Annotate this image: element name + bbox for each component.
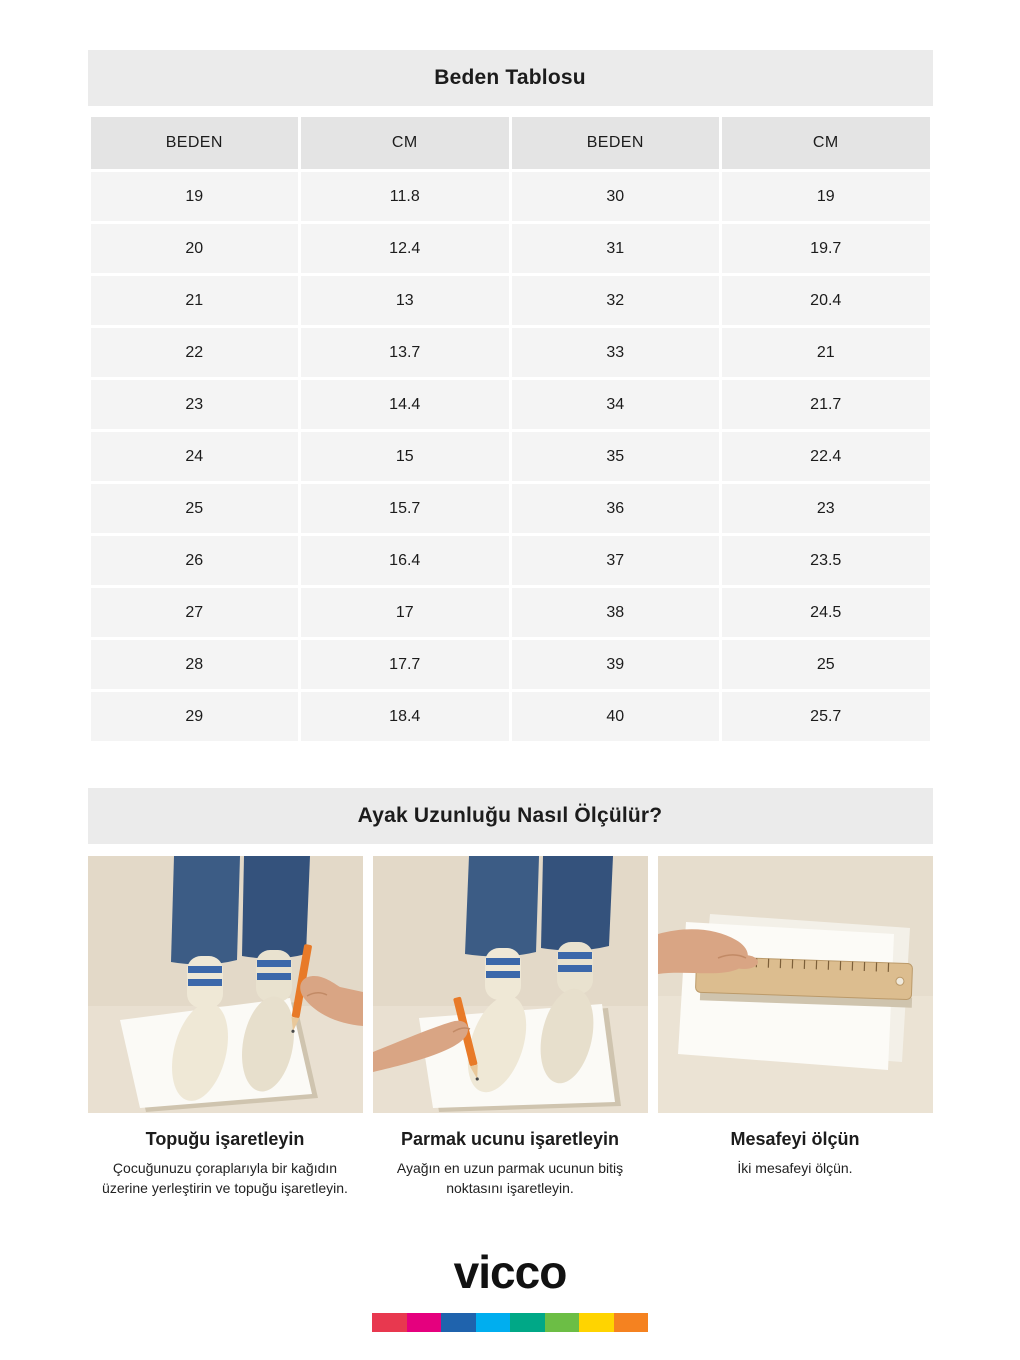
measure-step-toe bbox=[373, 856, 648, 1199]
table-cell: 17 bbox=[300, 587, 511, 639]
table-cell: 17.7 bbox=[300, 639, 511, 691]
table-row bbox=[89, 639, 931, 691]
table-cell: 21 bbox=[89, 275, 300, 327]
column-header: CM bbox=[300, 116, 511, 171]
table-cell: 28 bbox=[89, 639, 300, 691]
table-cell: 23 bbox=[721, 483, 932, 535]
color-bar-segment bbox=[614, 1313, 649, 1332]
ruler-measuring-illustration bbox=[658, 856, 933, 1113]
table-cell: 37 bbox=[510, 535, 721, 587]
color-bar-segment bbox=[441, 1313, 476, 1332]
step-title-heel: Topuğu işaretleyin bbox=[145, 1129, 305, 1149]
table-cell: 38 bbox=[510, 587, 721, 639]
table-cell: 23 bbox=[89, 379, 300, 431]
table-row bbox=[89, 691, 931, 743]
step-description-toe: Ayağın en uzun parmak ucunun bitiş noktasını işaretleyin. bbox=[396, 1160, 624, 1197]
column-header: BEDEN bbox=[89, 116, 300, 171]
table-cell: 29 bbox=[89, 691, 300, 743]
color-bar-segment bbox=[510, 1313, 545, 1332]
color-bar-segment bbox=[476, 1313, 511, 1332]
table-cell: 21.7 bbox=[721, 379, 932, 431]
table-cell: 15.7 bbox=[300, 483, 511, 535]
size-table bbox=[88, 114, 933, 744]
column-header: CM bbox=[721, 116, 932, 171]
table-cell: 20.4 bbox=[721, 275, 932, 327]
size-guide-page bbox=[88, 0, 933, 1332]
measure-title-bar bbox=[88, 788, 933, 844]
color-bar-segment bbox=[545, 1313, 580, 1332]
table-cell: 25 bbox=[721, 639, 932, 691]
color-bar-segment bbox=[407, 1313, 442, 1332]
color-bar-segment bbox=[579, 1313, 614, 1332]
toe-marking-illustration bbox=[373, 856, 648, 1113]
table-cell: 25.7 bbox=[721, 691, 932, 743]
table-row bbox=[89, 327, 931, 379]
column-header: BEDEN bbox=[510, 116, 721, 171]
table-cell: 14.4 bbox=[300, 379, 511, 431]
brand-footer bbox=[88, 1245, 933, 1332]
table-cell: 22 bbox=[89, 327, 300, 379]
table-cell: 27 bbox=[89, 587, 300, 639]
table-row bbox=[89, 587, 931, 639]
measure-step-heel bbox=[88, 856, 363, 1199]
table-cell: 36 bbox=[510, 483, 721, 535]
table-row bbox=[89, 379, 931, 431]
color-bar-segment bbox=[372, 1313, 407, 1332]
table-cell: 13.7 bbox=[300, 327, 511, 379]
table-cell: 34 bbox=[510, 379, 721, 431]
table-cell: 40 bbox=[510, 691, 721, 743]
table-cell: 23.5 bbox=[721, 535, 932, 587]
table-row bbox=[89, 535, 931, 587]
table-row bbox=[89, 171, 931, 223]
table-cell: 33 bbox=[510, 327, 721, 379]
step-title-toe: Parmak ucunu işaretleyin bbox=[400, 1129, 620, 1149]
measure-steps bbox=[88, 856, 933, 1199]
table-cell: 31 bbox=[510, 223, 721, 275]
brand-color-bar bbox=[372, 1313, 648, 1332]
step-photo-heel bbox=[88, 856, 363, 1113]
step-description-distance: İki mesafeyi ölçün. bbox=[737, 1160, 853, 1176]
measure-step-distance bbox=[658, 856, 933, 1199]
table-cell: 12.4 bbox=[300, 223, 511, 275]
size-table-title: Beden Tablosu bbox=[434, 66, 586, 89]
measure-section bbox=[88, 788, 933, 1199]
table-row bbox=[89, 483, 931, 535]
table-cell: 24 bbox=[89, 431, 300, 483]
step-title-distance: Mesafeyi ölçün bbox=[730, 1129, 860, 1149]
table-cell: 22.4 bbox=[721, 431, 932, 483]
size-table-header-row bbox=[89, 116, 931, 171]
table-cell: 15 bbox=[300, 431, 511, 483]
table-cell: 20 bbox=[89, 223, 300, 275]
step-photo-toe bbox=[373, 856, 648, 1113]
size-table-head bbox=[89, 116, 931, 171]
table-row bbox=[89, 431, 931, 483]
table-cell: 19 bbox=[721, 171, 932, 223]
table-cell: 32 bbox=[510, 275, 721, 327]
table-cell: 25 bbox=[89, 483, 300, 535]
table-row bbox=[89, 223, 931, 275]
table-cell: 18.4 bbox=[300, 691, 511, 743]
table-cell: 19 bbox=[89, 171, 300, 223]
heel-marking-illustration bbox=[88, 856, 363, 1113]
table-cell: 30 bbox=[510, 171, 721, 223]
table-cell: 39 bbox=[510, 639, 721, 691]
table-cell: 16.4 bbox=[300, 535, 511, 587]
measure-section-title: Ayak Uzunluğu Nasıl Ölçülür? bbox=[357, 804, 663, 827]
brand-logo: vicco bbox=[453, 1245, 567, 1298]
table-cell: 21 bbox=[721, 327, 932, 379]
table-cell: 24.5 bbox=[721, 587, 932, 639]
table-row bbox=[89, 275, 931, 327]
table-cell: 26 bbox=[89, 535, 300, 587]
step-description-heel: Çocuğunuzu çoraplarıyla bir kağıdın üzerine yerleştirin ve topuğu işaretleyin. bbox=[102, 1160, 348, 1197]
table-cell: 11.8 bbox=[300, 171, 511, 223]
step-photo-distance bbox=[658, 856, 933, 1113]
table-cell: 35 bbox=[510, 431, 721, 483]
size-table-body bbox=[89, 171, 931, 743]
size-table-title-bar bbox=[88, 50, 933, 106]
table-cell: 19.7 bbox=[721, 223, 932, 275]
table-cell: 13 bbox=[300, 275, 511, 327]
